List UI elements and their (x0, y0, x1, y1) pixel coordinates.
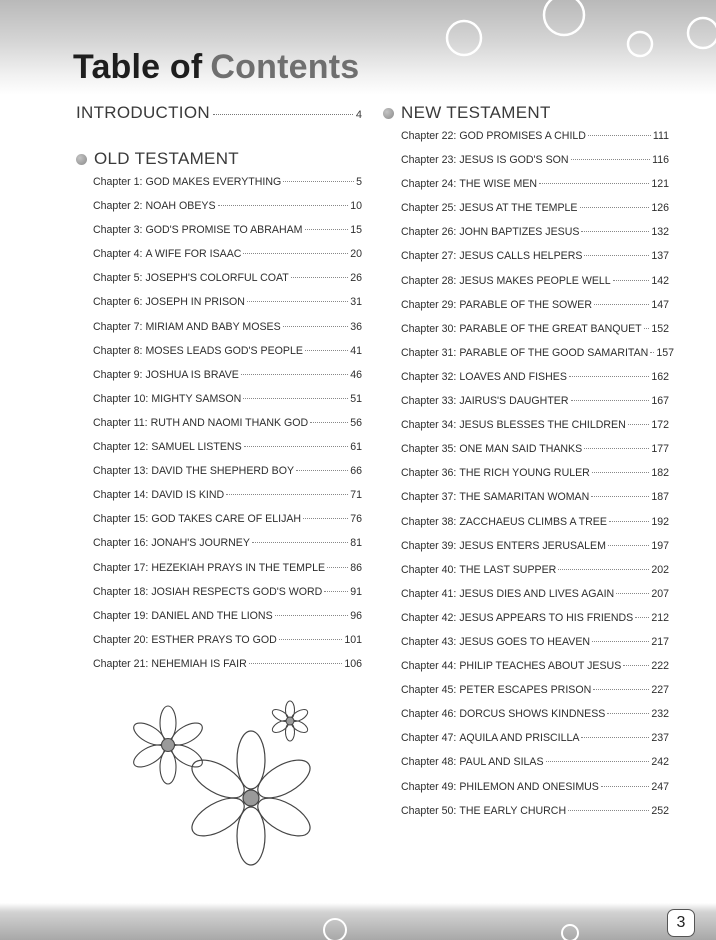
toc-entry (401, 178, 669, 202)
toc-entry (93, 296, 362, 320)
chapter-title: DORCUS SHOWS KINDNESS (459, 708, 606, 721)
leader-dots (581, 737, 649, 738)
chapter-title: PHILEMON AND ONESIMUS (459, 780, 599, 793)
chapter-title: JOSEPH IN PRISON (145, 296, 245, 309)
chapter-page: 81 (350, 537, 362, 550)
toc-entry (401, 275, 669, 299)
chapter-number: Chapter 22: (401, 130, 457, 142)
chapter-title: PARABLE OF THE SOWER (459, 298, 593, 311)
chapter-page: 106 (344, 657, 362, 670)
bubble (324, 919, 346, 940)
chapter-page: 86 (350, 561, 362, 574)
chapter-title: MIGHTY SAMSON (151, 392, 242, 405)
chapter-page: 10 (350, 200, 362, 213)
chapter-page: 217 (651, 635, 669, 648)
chapter-page: 76 (350, 513, 362, 526)
chapter-number: Chapter 21: (93, 657, 149, 670)
chapter-number: Chapter 36: (401, 467, 457, 480)
leader-dots (588, 135, 651, 136)
chapter-page: 71 (350, 489, 362, 502)
chapter-page: 20 (350, 248, 362, 261)
leader-dots (283, 181, 354, 182)
chapter-title: MOSES LEADS GOD'S PEOPLE (145, 344, 303, 357)
chapter-page: 177 (651, 443, 669, 456)
chapter-title: ESTHER PRAYS TO GOD (151, 633, 277, 646)
new-testament-list (401, 130, 675, 829)
chapter-number: Chapter 41: (401, 587, 457, 600)
chapter-page: 31 (350, 296, 362, 309)
chapter-title: AQUILA AND PRISCILLA (459, 732, 580, 745)
flower-icon (270, 701, 309, 741)
new-testament-heading (383, 103, 551, 123)
old-testament-label: OLD TESTAMENT (94, 149, 239, 168)
chapter-title: PETER ESCAPES PRISON (459, 684, 592, 697)
bullet-icon (76, 154, 87, 165)
toc-entry (401, 564, 669, 588)
chapter-title: JONAH'S JOURNEY (151, 537, 250, 550)
chapter-page: 121 (651, 178, 669, 191)
chapter-number: Chapter 32: (401, 370, 457, 383)
page-title (73, 48, 359, 87)
leader-dots (593, 689, 649, 690)
chapter-number: Chapter 35: (401, 443, 457, 456)
chapter-page: 61 (350, 441, 362, 454)
leader-dots (592, 641, 649, 642)
bullet-icon (383, 108, 394, 119)
leader-dots (569, 376, 649, 377)
chapter-number: Chapter 18: (93, 585, 149, 598)
leader-dots (594, 304, 649, 305)
toc-entry (401, 781, 669, 805)
chapter-title: JESUS AT THE TEMPLE (459, 202, 578, 215)
chapter-title: HEZEKIAH PRAYS IN THE TEMPLE (151, 561, 326, 574)
leader-dots (213, 114, 353, 115)
chapter-page: 157 (656, 346, 675, 359)
toc-entry (93, 562, 362, 586)
leader-dots (226, 494, 348, 495)
chapter-page: 232 (651, 708, 669, 721)
chapter-page: 172 (651, 419, 669, 432)
chapter-number: Chapter 14: (93, 489, 149, 502)
chapter-title: THE EARLY CHURCH (459, 804, 567, 817)
leader-dots (247, 301, 348, 302)
footer-bubbles (0, 900, 716, 940)
title-accent: Contents (210, 48, 360, 86)
chapter-title: GOD'S PROMISE TO ABRAHAM (145, 224, 303, 237)
leader-dots (243, 253, 348, 254)
leader-dots (581, 231, 649, 232)
chapter-page: 15 (350, 224, 362, 237)
chapter-page: 41 (350, 344, 362, 357)
chapter-title: JOHN BAPTIZES JESUS (459, 226, 580, 239)
toc-entry (93, 248, 362, 272)
toc-entry (401, 323, 669, 347)
chapter-number: Chapter 45: (401, 684, 457, 697)
chapter-title: JESUS ENTERS JERUSALEM (459, 539, 606, 552)
leader-dots (296, 470, 348, 471)
chapter-title: DAVID IS KIND (151, 489, 225, 502)
leader-dots (244, 446, 349, 447)
chapter-number: Chapter 26: (401, 226, 457, 239)
chapter-number: Chapter 44: (401, 660, 457, 673)
chapter-title: JESUS BLESSES THE CHILDREN (459, 419, 626, 432)
leader-dots (243, 398, 348, 399)
chapter-title: NOAH OBEYS (145, 200, 216, 213)
chapter-page: 116 (652, 154, 669, 167)
leader-dots (218, 205, 349, 206)
chapter-number: Chapter 3: (93, 224, 143, 237)
chapter-number: Chapter 16: (93, 537, 149, 550)
leader-dots (305, 229, 349, 230)
chapter-number: Chapter 12: (93, 441, 149, 454)
toc-entry (401, 540, 669, 564)
toc-entry (401, 612, 669, 636)
page-number: 3 (667, 909, 695, 937)
leader-dots (539, 183, 649, 184)
chapter-page: 207 (651, 587, 669, 600)
chapter-title: JOSHUA IS BRAVE (145, 368, 239, 381)
leader-dots (628, 424, 650, 425)
leader-dots (558, 569, 649, 570)
leader-dots (591, 496, 649, 497)
leader-dots (650, 352, 654, 353)
toc-entry (401, 588, 669, 612)
toc-entry (401, 419, 669, 443)
toc-entry (401, 732, 669, 756)
chapter-page: 5 (356, 176, 362, 188)
chapter-number: Chapter 34: (401, 419, 457, 432)
toc-entry (401, 684, 669, 708)
chapter-page: 227 (651, 684, 669, 697)
chapter-number: Chapter 28: (401, 274, 457, 287)
chapter-title: JESUS APPEARS TO HIS FRIENDS (459, 611, 634, 624)
chapter-page: 111 (652, 130, 669, 142)
toc-entry (93, 489, 362, 513)
chapter-page: 202 (651, 563, 669, 576)
leader-dots (584, 448, 649, 449)
leader-dots (310, 422, 348, 423)
toc-entry (401, 226, 669, 250)
chapter-title: MIRIAM AND BABY MOSES (145, 320, 281, 333)
leader-dots (279, 639, 343, 640)
chapter-title: JESUS CALLS HELPERS (459, 250, 583, 263)
leader-dots (291, 277, 348, 278)
toc-entry (93, 321, 362, 345)
leader-dots (546, 761, 650, 762)
chapter-title: GOD MAKES EVERYTHING (145, 176, 282, 188)
chapter-number: Chapter 6: (93, 296, 143, 309)
bubble (628, 32, 652, 56)
chapter-number: Chapter 30: (401, 322, 457, 335)
toc-entry (93, 586, 362, 610)
chapter-page: 51 (350, 392, 362, 405)
bubble (447, 21, 481, 55)
chapter-number: Chapter 11: (93, 416, 148, 429)
bubble (544, 0, 584, 35)
leader-dots (635, 617, 649, 618)
chapter-page: 36 (350, 320, 362, 333)
introduction-label: INTRODUCTION (76, 103, 210, 122)
toc-entry (93, 441, 362, 465)
chapter-title: THE LAST SUPPER (459, 563, 557, 576)
chapter-page: 237 (651, 732, 669, 745)
leader-dots (623, 665, 649, 666)
chapter-title: PARABLE OF THE GOOD SAMARITAN (459, 346, 649, 359)
chapter-title: THE WISE MEN (459, 178, 538, 191)
leader-dots (241, 374, 348, 375)
chapter-number: Chapter 24: (401, 178, 457, 191)
chapter-title: PHILIP TEACHES ABOUT JESUS (459, 660, 622, 673)
toc-entry (401, 443, 669, 467)
chapter-page: 162 (651, 370, 669, 383)
toc-entry (401, 299, 669, 323)
toc-entry (401, 371, 669, 395)
chapter-title: LOAVES AND FISHES (459, 370, 567, 383)
chapter-title: JESUS IS GOD'S SON (459, 154, 569, 167)
old-testament-heading (76, 149, 239, 169)
chapter-number: Chapter 7: (93, 320, 143, 333)
flowers-illustration (118, 685, 333, 875)
toc-entry (93, 610, 362, 634)
toc-entry (401, 346, 675, 371)
chapter-number: Chapter 47: (401, 732, 457, 745)
chapter-title: JOSEPH'S COLORFUL COAT (145, 272, 289, 285)
chapter-number: Chapter 48: (401, 756, 457, 769)
chapter-title: PAUL AND SILAS (459, 756, 544, 769)
leader-dots (252, 542, 348, 543)
chapter-number: Chapter 2: (93, 200, 143, 213)
chapter-page: 132 (651, 226, 669, 239)
chapter-number: Chapter 1: (93, 176, 143, 188)
leader-dots (644, 328, 650, 329)
chapter-title: PARABLE OF THE GREAT BANQUET (459, 322, 642, 335)
toc-entry (401, 516, 669, 540)
chapter-number: Chapter 27: (401, 250, 457, 263)
chapter-page: 197 (651, 539, 669, 552)
chapter-page: 142 (651, 274, 669, 287)
toc-entry (93, 393, 362, 417)
toc-entry (93, 272, 362, 296)
toc-entry (401, 708, 669, 732)
chapter-page: 242 (651, 756, 669, 769)
toc-entry (93, 513, 362, 537)
toc-entry (401, 491, 669, 515)
chapter-page: 91 (350, 585, 362, 598)
chapter-number: Chapter 50: (401, 804, 457, 817)
chapter-page: 252 (651, 804, 669, 817)
toc-entry (93, 658, 362, 682)
introduction-entry (76, 103, 362, 123)
chapter-number: Chapter 29: (401, 298, 457, 311)
chapter-number: Chapter 8: (93, 344, 143, 357)
introduction-page: 4 (355, 109, 362, 121)
chapter-page: 167 (651, 395, 669, 408)
chapter-page: 247 (651, 780, 669, 793)
toc-entry (93, 345, 362, 369)
chapter-title: JESUS DIES AND LIVES AGAIN (459, 587, 615, 600)
leader-dots (303, 518, 348, 519)
chapter-number: Chapter 33: (401, 395, 457, 408)
toc-entry (401, 154, 669, 178)
leader-dots (249, 663, 343, 664)
chapter-title: RUTH AND NAOMI THANK GOD (150, 416, 309, 429)
toc-entry (93, 417, 362, 441)
chapter-title: NEHEMIAH IS FAIR (151, 657, 247, 670)
chapter-page: 126 (651, 202, 669, 215)
leader-dots (571, 400, 650, 401)
leader-dots (592, 472, 649, 473)
leader-dots (571, 159, 651, 160)
chapter-number: Chapter 15: (93, 513, 149, 526)
chapter-title: DAVID THE SHEPHERD BOY (151, 465, 295, 478)
chapter-title: GOD PROMISES A CHILD (459, 130, 586, 142)
chapter-page: 182 (651, 467, 669, 480)
toc-entry (401, 130, 669, 154)
chapter-number: Chapter 39: (401, 539, 457, 552)
chapter-number: Chapter 4: (93, 248, 143, 261)
chapter-page: 192 (651, 515, 669, 528)
toc-entry (93, 369, 362, 393)
chapter-number: Chapter 23: (401, 154, 457, 167)
chapter-number: Chapter 37: (401, 491, 457, 504)
leader-dots (607, 713, 649, 714)
chapter-number: Chapter 9: (93, 368, 143, 381)
chapter-title: JESUS GOES TO HEAVEN (459, 635, 591, 648)
chapter-number: Chapter 31: (401, 346, 457, 359)
chapter-title: A WIFE FOR ISAAC (145, 248, 242, 261)
leader-dots (609, 521, 649, 522)
leader-dots (275, 615, 349, 616)
toc-entry (401, 636, 669, 660)
chapter-page: 46 (350, 368, 362, 381)
toc-entry (93, 176, 362, 200)
chapter-number: Chapter 17: (93, 561, 149, 574)
bubble (688, 18, 716, 48)
chapter-number: Chapter 25: (401, 202, 457, 215)
chapter-page: 152 (651, 322, 669, 335)
leader-dots (580, 207, 650, 208)
bubble (562, 925, 578, 940)
leader-dots (608, 545, 649, 546)
toc-entry (93, 465, 362, 489)
chapter-number: Chapter 20: (93, 633, 149, 646)
toc-entry (401, 805, 669, 829)
chapter-page: 147 (651, 298, 669, 311)
toc-entry (401, 660, 669, 684)
chapter-page: 187 (651, 491, 669, 504)
chapter-number: Chapter 19: (93, 609, 149, 622)
chapter-title: GOD TAKES CARE OF ELIJAH (151, 513, 302, 526)
chapter-number: Chapter 10: (93, 392, 149, 405)
chapter-number: Chapter 46: (401, 708, 457, 721)
leader-dots (613, 280, 650, 281)
toc-entry (401, 250, 669, 274)
flower-icon (130, 706, 206, 784)
leader-dots (584, 255, 649, 256)
chapter-page: 212 (651, 611, 669, 624)
leader-dots (568, 810, 649, 811)
toc-entry (401, 202, 669, 226)
leader-dots (327, 567, 348, 568)
old-testament-list (93, 176, 362, 682)
chapter-title: ZACCHAEUS CLIMBS A TREE (459, 515, 607, 528)
new-testament-label: NEW TESTAMENT (401, 103, 551, 122)
toc-entry (93, 200, 362, 224)
leader-dots (305, 350, 348, 351)
chapter-page: 137 (651, 250, 669, 263)
toc-entry (401, 756, 669, 780)
chapter-page: 26 (350, 272, 362, 285)
chapter-page: 101 (344, 633, 362, 646)
leader-dots (283, 326, 349, 327)
toc-entry (401, 395, 669, 419)
chapter-number: Chapter 13: (93, 465, 149, 478)
chapter-number: Chapter 40: (401, 563, 457, 576)
chapter-title: ONE MAN SAID THANKS (459, 443, 583, 456)
chapter-number: Chapter 43: (401, 635, 457, 648)
chapter-title: JAIRUS'S DAUGHTER (459, 395, 569, 408)
chapter-page: 222 (651, 660, 669, 673)
leader-dots (324, 591, 348, 592)
chapter-number: Chapter 5: (93, 272, 143, 285)
chapter-number: Chapter 38: (401, 515, 457, 528)
chapter-title: THE RICH YOUNG RULER (459, 467, 590, 480)
chapter-number: Chapter 42: (401, 611, 457, 624)
chapter-title: JOSIAH RESPECTS GOD'S WORD (151, 585, 323, 598)
toc-entry (93, 634, 362, 658)
toc-entry (401, 467, 669, 491)
leader-dots (601, 786, 649, 787)
chapter-page: 96 (350, 609, 362, 622)
chapter-title: THE SAMARITAN WOMAN (459, 491, 590, 504)
chapter-page: 56 (350, 416, 362, 429)
leader-dots (616, 593, 649, 594)
toc-entry (93, 224, 362, 248)
title-main: Table of (73, 48, 203, 86)
chapter-title: SAMUEL LISTENS (151, 441, 242, 454)
chapter-title: DANIEL AND THE LIONS (151, 609, 273, 622)
flower-icon (186, 731, 316, 865)
toc-entry (93, 537, 362, 561)
chapter-page: 66 (350, 465, 362, 478)
chapter-number: Chapter 49: (401, 780, 457, 793)
chapter-title: JESUS MAKES PEOPLE WELL (459, 274, 611, 287)
